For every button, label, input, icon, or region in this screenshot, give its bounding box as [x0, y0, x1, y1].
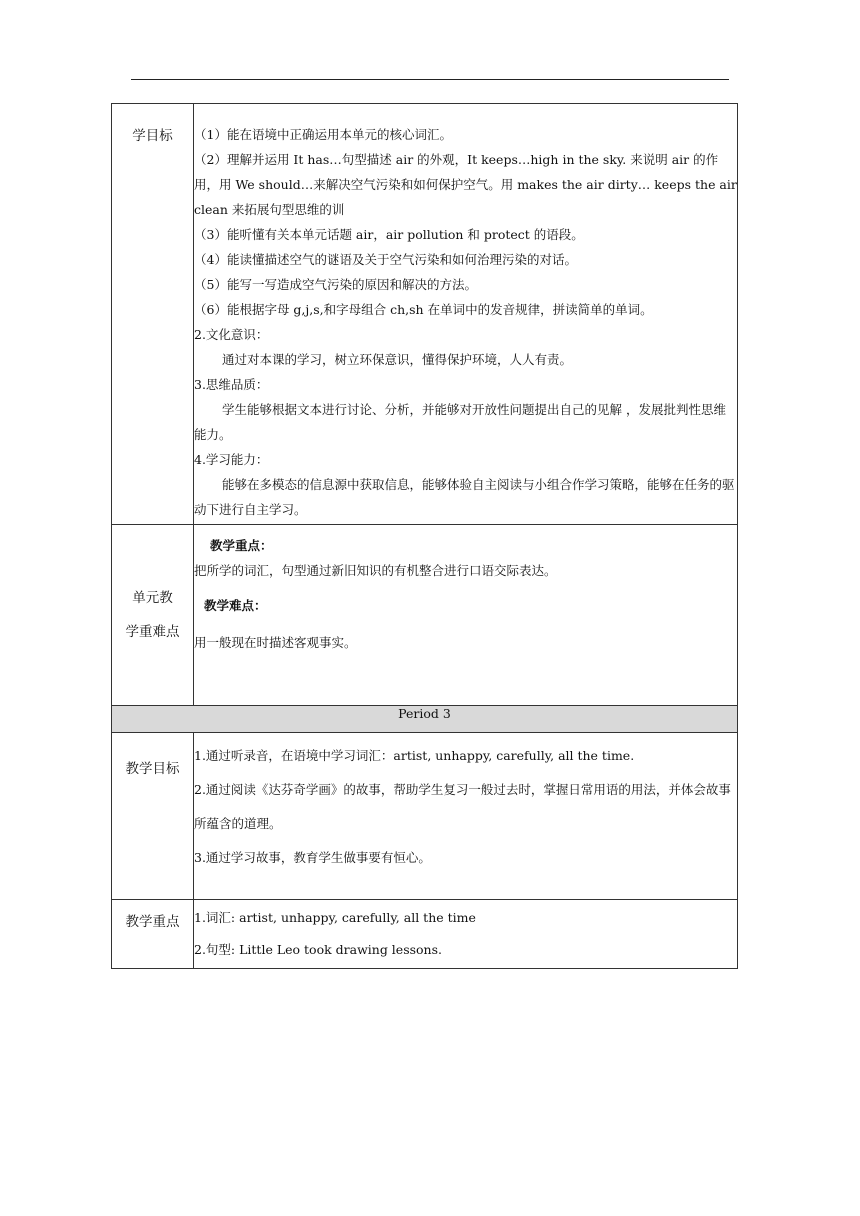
unit-key-label-line2: 学重难点	[125, 624, 180, 640]
unit-key-label-cell	[112, 525, 194, 706]
goals-row	[112, 104, 738, 525]
thinking-text: 学生能够根据文本进行讨论、分析，并能够对开放性问题提出自己的见解 ，发展批判性思维能力。	[194, 402, 726, 442]
period-goals-content	[194, 733, 738, 900]
period-focus-label: 教学重点	[125, 914, 180, 930]
unit-key-content	[194, 525, 738, 706]
ability-text: 能够在多模态的信息源中获取信息，能够体验自主阅读与小组合作学习策略，能够在任务的驱动下进行自主学习。	[194, 477, 735, 517]
period-focus-item: 1.词汇: artist, unhappy, carefully, all the time	[194, 910, 476, 925]
period-focus-row	[112, 900, 738, 969]
goals-label: 学目标	[132, 128, 173, 144]
goal-item: （2）理解并运用 It has…句型描述 air 的外观，It keeps…high in the sky. 来说明 air 的作用，用 We should…来解决空气污染和如何保护空气。用 makes the air dirty… keeps the air clean 来拓展句型思维的训	[194, 152, 737, 217]
goal-item: （1）能在语境中正确运用本单元的核心词汇。	[194, 127, 452, 142]
goal-item: （4）能读懂描述空气的谜语及关于空气污染和如何治理污染的对话。	[194, 252, 577, 267]
header-rule	[131, 79, 729, 80]
lesson-plan-table	[111, 103, 738, 969]
culture-title: 2.文化意识：	[194, 327, 269, 342]
period-goals-label-cell	[112, 733, 194, 900]
period-title: Period 3	[112, 706, 738, 733]
difficulty-text: 用一般现在时描述客观事实。	[194, 635, 357, 650]
difficulty-title: 教学难点：	[204, 598, 267, 613]
goal-item: （5）能写一写造成空气污染的原因和解决的方法。	[194, 277, 477, 292]
unit-key-label-line1: 单元教	[132, 590, 173, 606]
period-focus-item: 2.句型: Little Leo took drawing lessons.	[194, 942, 442, 957]
period-row	[112, 706, 738, 733]
unit-key-row	[112, 525, 738, 706]
focus-text: 把所学的词汇，句型通过新旧知识的有机整合进行口语交际表达。	[194, 563, 557, 578]
period-goal-item: 2.通过阅读《达芬奇学画》的故事，帮助学生复习一般过去时，掌握日常用语的用法，并体会故事所蕴含的道理。	[194, 782, 731, 831]
period-goal-item: 3.通过学习故事，教育学生做事要有恒心。	[194, 850, 431, 865]
goal-item: （6）能根据字母 g,j,s,和字母组合 ch,sh 在单词中的发音规律，拼读简单的单词。	[194, 302, 653, 317]
goals-content	[194, 104, 738, 525]
ability-title: 4.学习能力：	[194, 452, 269, 467]
period-goal-item: 1.通过听录音，在语境中学习词汇：artist, unhappy, carefully, all the time.	[194, 748, 635, 763]
culture-text: 通过对本课的学习，树立环保意识，懂得保护环境，人人有责。	[222, 352, 573, 367]
period-focus-content	[194, 900, 738, 969]
goals-label-cell	[112, 104, 194, 525]
thinking-title: 3.思维品质：	[194, 377, 269, 392]
focus-title: 教学重点：	[210, 538, 273, 553]
period-focus-label-cell	[112, 900, 194, 969]
period-goals-label: 教学目标	[125, 761, 180, 777]
period-goals-row	[112, 733, 738, 900]
goal-item: （3）能听懂有关本单元话题 air，air pollution 和 protect 的语段。	[194, 227, 584, 242]
